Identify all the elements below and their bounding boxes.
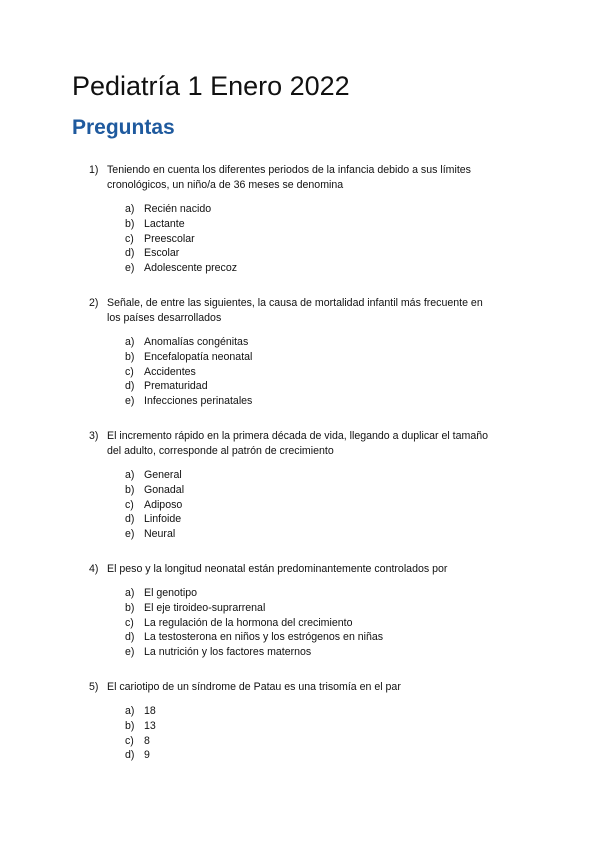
option-item bbox=[125, 394, 252, 409]
option-text: Adolescente precoz bbox=[144, 262, 238, 275]
question-1 bbox=[89, 163, 489, 275]
option-item bbox=[125, 379, 252, 394]
option-text: General bbox=[144, 469, 182, 481]
question-number: 3) bbox=[89, 430, 99, 442]
option-text: Linfoide bbox=[144, 513, 182, 526]
option-letter: e) bbox=[125, 395, 135, 408]
option-text: Anomalías congénitas bbox=[144, 336, 249, 348]
option-text: El genotipo bbox=[144, 587, 198, 599]
option-item bbox=[125, 734, 156, 749]
option-letter: d) bbox=[125, 513, 135, 526]
option-letter: b) bbox=[125, 601, 135, 614]
option-letter: d) bbox=[125, 247, 135, 260]
option-text: Lactante bbox=[144, 217, 185, 230]
option-text: La testosterona en niños y los estrógenos en niñas bbox=[144, 631, 384, 644]
question-3 bbox=[89, 429, 489, 541]
option-text: La regulación de la hormona del crecimiento bbox=[144, 616, 353, 629]
option-item bbox=[125, 217, 237, 232]
option-item bbox=[125, 232, 237, 247]
option-text: Infecciones perinatales bbox=[144, 395, 253, 408]
option-letter: a) bbox=[125, 469, 135, 481]
option-item bbox=[125, 527, 184, 542]
option-letter: b) bbox=[125, 217, 135, 230]
question-stem bbox=[89, 680, 489, 695]
option-letter: c) bbox=[125, 734, 134, 747]
option-list bbox=[125, 586, 383, 660]
question-4 bbox=[89, 562, 489, 659]
option-item bbox=[125, 468, 184, 483]
option-letter: a) bbox=[125, 203, 135, 215]
option-letter: b) bbox=[125, 719, 135, 732]
option-text: 13 bbox=[144, 719, 156, 732]
option-text: El eje tiroideo-suprarrenal bbox=[144, 601, 266, 614]
option-letter: e) bbox=[125, 646, 135, 659]
option-item bbox=[125, 586, 383, 601]
option-letter: c) bbox=[125, 365, 134, 378]
question-stem bbox=[89, 296, 489, 326]
document-title: Pediatría 1 Enero 2022 bbox=[72, 71, 350, 101]
option-text: Prematuridad bbox=[144, 380, 208, 393]
question-stem bbox=[89, 163, 489, 193]
option-letter: c) bbox=[125, 498, 134, 511]
question-text: El incremento rápido en la primera década de vida, llegando a duplicar el tamaño del adulto, corresponde al patrón de crecimiento bbox=[107, 430, 489, 457]
option-text: Neural bbox=[144, 528, 176, 541]
option-text: 8 bbox=[144, 734, 150, 747]
option-text: La nutrición y los factores maternos bbox=[144, 646, 312, 659]
option-item bbox=[125, 616, 383, 631]
option-list bbox=[125, 202, 237, 276]
option-letter: b) bbox=[125, 350, 135, 363]
option-letter: a) bbox=[125, 587, 135, 599]
option-item bbox=[125, 498, 184, 513]
option-letter: d) bbox=[125, 749, 135, 762]
option-list bbox=[125, 468, 184, 542]
option-list bbox=[125, 704, 156, 763]
question-text: El cariotipo de un síndrome de Patau es una trisomía en el par bbox=[107, 681, 401, 693]
question-stem bbox=[89, 562, 489, 577]
option-letter: d) bbox=[125, 631, 135, 644]
option-text: Encefalopatía neonatal bbox=[144, 350, 253, 363]
option-item bbox=[125, 748, 156, 763]
option-item bbox=[125, 365, 252, 380]
option-letter: e) bbox=[125, 262, 135, 275]
option-item bbox=[125, 719, 156, 734]
question-text: El peso y la longitud neonatal están predominantemente controlados por bbox=[107, 563, 448, 575]
option-text: Recién nacido bbox=[144, 203, 212, 215]
option-item bbox=[125, 261, 237, 276]
option-text: Preescolar bbox=[144, 232, 195, 245]
option-text: Accidentes bbox=[144, 365, 196, 378]
option-item bbox=[125, 601, 383, 616]
option-item bbox=[125, 704, 156, 719]
option-item bbox=[125, 512, 184, 527]
option-item bbox=[125, 630, 383, 645]
option-letter: c) bbox=[125, 232, 134, 245]
question-stem bbox=[89, 429, 489, 459]
option-item bbox=[125, 246, 237, 261]
option-text: Adiposo bbox=[144, 498, 183, 511]
option-letter: a) bbox=[125, 336, 135, 348]
section-heading: Preguntas bbox=[72, 116, 175, 139]
option-letter: e) bbox=[125, 528, 135, 541]
option-item bbox=[125, 350, 252, 365]
question-number: 2) bbox=[89, 297, 99, 309]
option-letter: a) bbox=[125, 705, 135, 717]
option-item bbox=[125, 202, 237, 217]
question-number: 5) bbox=[89, 681, 99, 693]
option-item bbox=[125, 483, 184, 498]
question-number: 1) bbox=[89, 164, 99, 176]
option-text: 18 bbox=[144, 705, 156, 717]
question-5 bbox=[89, 680, 489, 762]
option-letter: b) bbox=[125, 483, 135, 496]
question-text: Teniendo en cuenta los diferentes periodos de la infancia debido a sus límites cronológicos, un niño/a de 36 meses se denomina bbox=[107, 164, 471, 191]
option-letter: c) bbox=[125, 616, 134, 629]
option-text: Gonadal bbox=[144, 483, 185, 496]
option-letter: d) bbox=[125, 380, 135, 393]
option-item bbox=[125, 645, 383, 660]
option-item bbox=[125, 335, 252, 350]
option-text: 9 bbox=[144, 749, 150, 762]
option-list bbox=[125, 335, 252, 409]
option-text: Escolar bbox=[144, 247, 180, 260]
question-number: 4) bbox=[89, 563, 99, 575]
question-2 bbox=[89, 296, 489, 408]
question-text: Señale, de entre las siguientes, la causa de mortalidad infantil más frecuente en los países desarrollados bbox=[107, 297, 483, 324]
